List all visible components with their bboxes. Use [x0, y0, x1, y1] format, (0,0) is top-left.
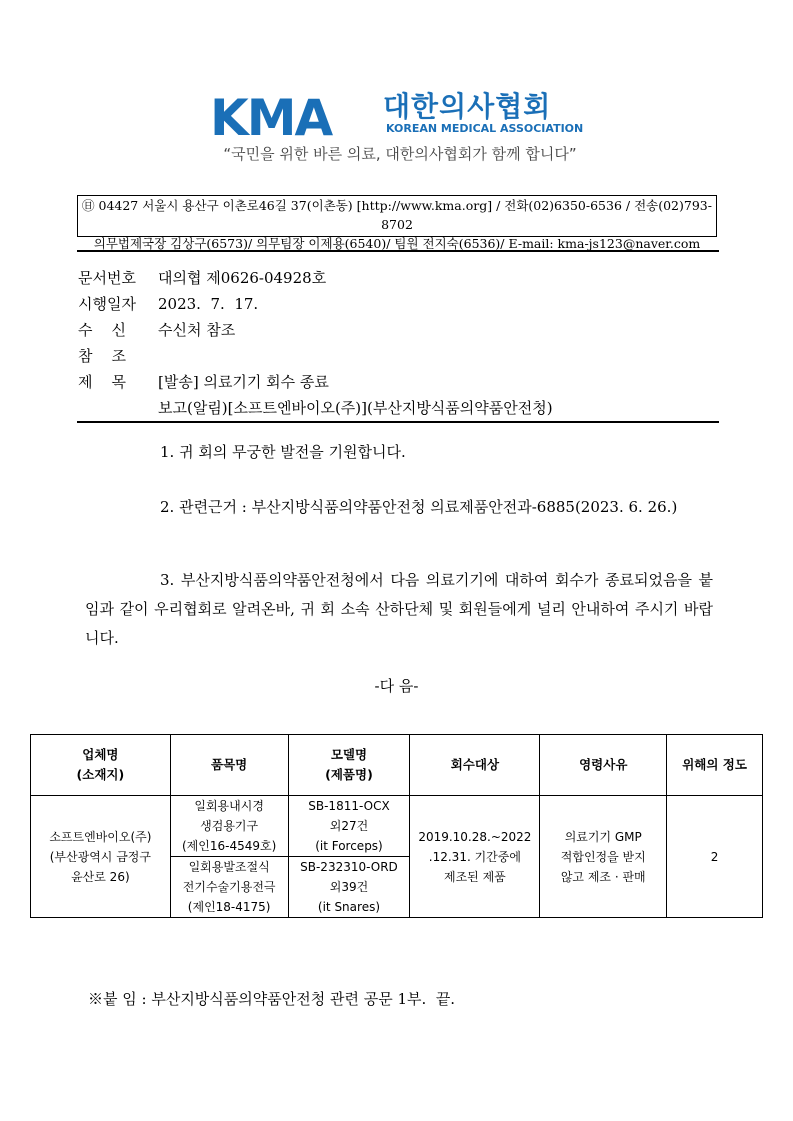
date-label: 시행일자	[78, 295, 136, 313]
subject-line2: 보고(알림)[소프트엔바이오(주)](부산지방식품의약품안전청)	[158, 399, 553, 417]
doc-number-value: 대의협 제0626-04928호	[158, 269, 327, 287]
doc-number-row	[78, 268, 326, 288]
doc-number-label: 문서번호	[78, 269, 136, 287]
subject-label: 제 목	[78, 373, 127, 391]
paragraph-3: 3. 부산지방식품의약품안전청에서 다음 의료기기에 대하여 회수가 종료되었음을 붙임과 같이 우리협회로 알려온바, 귀 회 소속 산하단체 및 회원들에게 널리 안내하여 주시기 바랍니다.	[85, 571, 713, 647]
contact-staff-line: 의무법제국장 김상구(6573)/ 의무팀장 이제용(6540)/ 팀원 전지숙(6536)/ E-mail: kma-js123@naver.com	[93, 236, 701, 251]
recipient-row	[78, 320, 235, 340]
header-severity: 위해의 정도	[667, 735, 763, 796]
cell-target: 2019.10.28.~2022 .12.31. 기간중에 제조된 제품	[410, 796, 540, 918]
header-company: 업체명 (소재지)	[31, 735, 171, 796]
recipient-value: 수신처 참조	[158, 321, 236, 339]
cell-item-1: 일회용내시경 생검용기구 (제인16-4549호)	[170, 796, 288, 857]
slogan: “국민을 위한 바른 의료, 대한의사협회가 함께 합니다”	[223, 145, 577, 163]
header-target: 회수대상	[410, 735, 540, 796]
attachment-note: ※붙 임 : 부산지방식품의약품안전청 관련 공문 1부. 끝.	[88, 990, 456, 1008]
date-value: 2023. 7. 17.	[158, 295, 259, 313]
cell-model-2: SB-232310-ORD 외39건 (it Snares)	[288, 857, 410, 918]
kma-logo-name-en: KOREAN MEDICAL ASSOCIATION	[386, 122, 584, 135]
cell-severity: 2	[667, 796, 763, 918]
table-row	[31, 796, 763, 857]
cell-company: 소프트엔바이오(주) (부산광역시 금정구 윤산로 26)	[31, 796, 171, 918]
header-reason: 영령사유	[540, 735, 667, 796]
contact-box	[77, 195, 717, 251]
cell-reason: 의료기기 GMP 적합인정을 받지 않고 제조 · 판매	[540, 796, 667, 918]
table-header-row	[31, 735, 763, 796]
paragraph-2: 2. 관련근거 : 부산지방식품의약품안전청 의료제품안전과-6885(2023. 6. 26.)	[160, 498, 678, 516]
header-top-rule	[77, 250, 719, 252]
cell-model-1: SB-1811-OCX 외27건 (it Forceps)	[288, 796, 410, 857]
subject-row	[78, 372, 329, 392]
header-model: 모델명 (제품명)	[288, 735, 410, 796]
reference-label: 참 조	[78, 347, 127, 365]
subject-line1: [발송] 의료기기 회수 종료	[158, 373, 329, 391]
header-item: 품목명	[170, 735, 288, 796]
cell-item-2: 일회용발조절식 전기수술기용전극 (제인18-4175)	[170, 857, 288, 918]
notice-heading: -다 음-	[374, 677, 419, 695]
recipient-label: 수 신	[78, 321, 127, 339]
contact-address-line: ㊐ 04427 서울시 용산구 이촌로46길 37(이촌동) [http://www.kma.org] / 전화(02)6350-6536 / 전송(02)793-8702	[82, 198, 712, 232]
date-row	[78, 294, 258, 314]
reference-row	[78, 346, 158, 366]
header-bottom-rule	[77, 421, 719, 423]
recall-table	[30, 734, 763, 918]
kma-logo-mark: KMA	[210, 89, 332, 147]
kma-logo-name-ko: 대한의사협회	[383, 90, 552, 123]
paragraph-1: 1. 귀 회의 무궁한 발전을 기원합니다.	[160, 443, 406, 461]
